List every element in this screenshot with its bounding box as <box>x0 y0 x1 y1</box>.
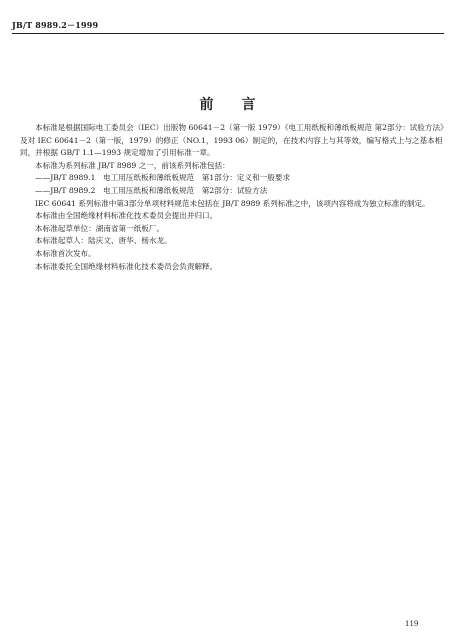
paragraph-drafting-unit: 本标准起草单位：湖南省第一纸板厂。 <box>35 223 165 233</box>
foreword-body <box>20 122 444 273</box>
series-item-part2: ——JB/T 8989.2 电工用压纸板和薄纸板规范 第2部分：试验方法 <box>35 185 268 195</box>
paragraph-interpretation: 本标准委托全国绝缘材料标准化技术委员会负责解释。 <box>35 261 218 271</box>
paragraph-part3-note: IEC 60641 系列标准中第3部分单项材料规范未包括在 JB/T 8989 系列标准之中，该项内容将成为独立标准的制定。 <box>35 198 430 208</box>
paragraph-drafters: 本标准起草人：陆庆文、唐华、杨水龙。 <box>35 236 172 246</box>
standard-code: JB/T 8989.2－1999 <box>12 20 99 30</box>
paragraph-proposer: 本标准由全国绝缘材料标准化技术委员会提出并归口。 <box>35 211 218 221</box>
series-item-part1: ——JB/T 8989.1 电工用压纸板和薄纸板规范 第1部分：定义和一般要求 <box>35 173 291 183</box>
paragraph-origin: 本标准是根据国际电工委员会（IEC）出版物 60641－2（第一版 1979）《电工用纸板和薄纸板规范 第2部分：试验方法》及对 IEC 60641－2（第一版，1979）的修正（NO.1，1993 06）制定的，在技术内容上与其等效，编写格式上与之基本相同，并根据 GB/T 1.1—1993 规定增加了引用标准一章。 <box>20 123 444 158</box>
page-number: 119 <box>405 620 419 628</box>
paragraph-series: 本标准为系列标准 JB/T 8989 之一，前该系列标准包括： <box>35 160 230 170</box>
header-divider <box>12 33 444 34</box>
paragraph-first-issue: 本标准首次发布。 <box>35 248 96 258</box>
section-title: 前 言 <box>199 97 256 113</box>
